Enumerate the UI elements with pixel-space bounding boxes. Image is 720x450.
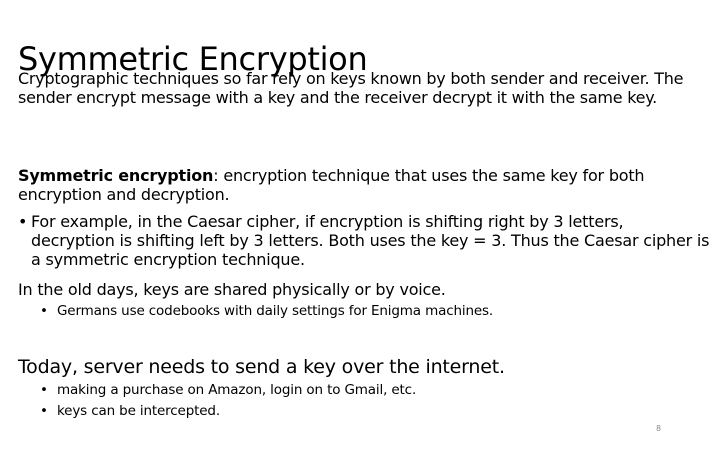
list-item-text: keys can be intercepted. [57, 403, 220, 419]
caesar-example-bullet [18, 212, 711, 269]
bullet-marker: • [40, 382, 48, 398]
bullet-marker: • [18, 212, 28, 231]
old-days-paragraph: In the old days, keys are shared physically or by voice. [18, 280, 446, 299]
list-item [40, 302, 493, 320]
list-item [40, 381, 416, 399]
today-heading: Today, server needs to send a key over the internet. [18, 356, 505, 378]
page-number: 8 [656, 424, 662, 433]
definition-paragraph [18, 166, 708, 204]
intro-paragraph: Cryptographic techniques so far rely on keys known by both sender and receiver. The sender encrypt message with a key and the receiver decrypt it with the same key. [18, 69, 684, 107]
definition-text: : encryption technique that uses the same key for both encryption and decryption. [18, 166, 645, 204]
caesar-example-text: For example, in the Caesar cipher, if encryption is shifting right by 3 letters, decryption is shifting left by 3 letters. Both uses the key = 3. Thus the Caesar cipher is a symmetric encryption technique. [31, 212, 710, 269]
bullet-marker: • [40, 403, 48, 419]
definition-term: Symmetric encryption [18, 166, 214, 185]
list-item [40, 402, 220, 420]
slide-title: Symmetric Encryption [18, 40, 368, 79]
bullet-marker: • [40, 303, 48, 319]
list-item-text: Germans use codebooks with daily settings for Enigma machines. [57, 303, 494, 319]
list-item-text: making a purchase on Amazon, login on to Gmail, etc. [57, 382, 417, 398]
